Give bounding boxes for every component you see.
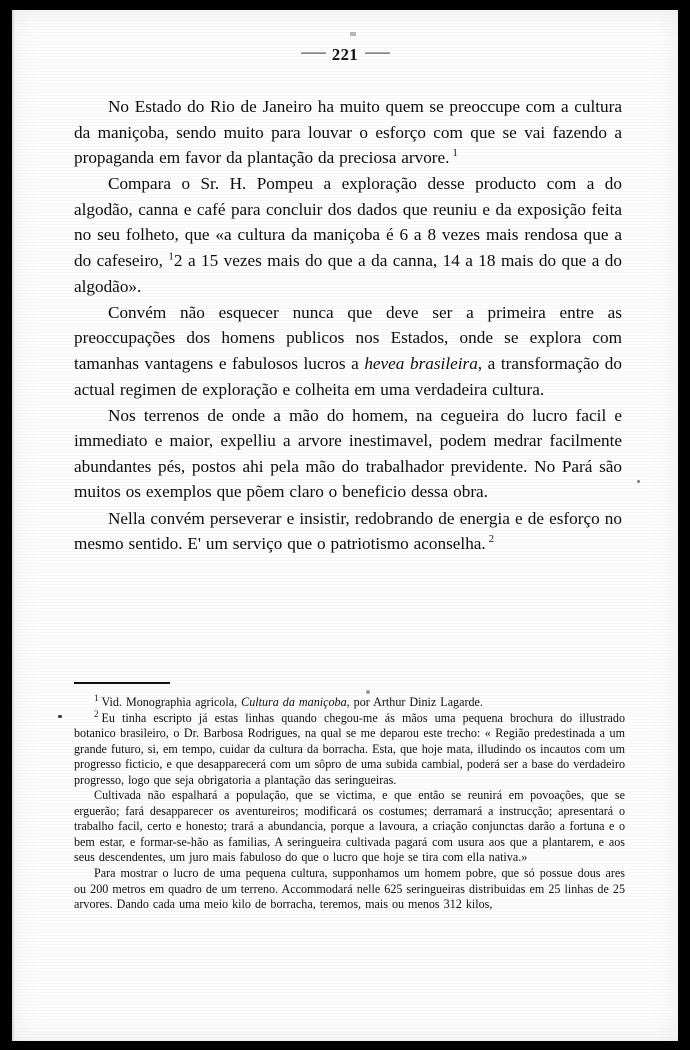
footnote-2-cont-2-text: Para mostrar o lucro de uma pequena cultura, supponhamos um homem pobre, que só possue dous ares ou 200 metros em quadro de um terreno. Accommodará nelle 625 seringueiras distribuidas em 25 linhas de 25 arvores. Dando cada uma meio kilo de borracha, teremos, mais ou menos 312 kilos, — [74, 866, 625, 912]
footnote-separator — [74, 682, 170, 684]
body-text — [74, 94, 622, 557]
paragraph-5-text: Nella convém perseverar e insistir, redobrando de energia e de esforço no mesmo sentido. E' um serviço que o patriotismo aconselha. — [74, 508, 622, 554]
paragraph-2-raised-digit: 1 — [168, 250, 174, 263]
paragraph-3-text-a: Convém não esquecer nunca que deve ser a primeira entre as preoccupações dos homens publicos nos Estados, onde se explora com tamanhas vantagens e fabulosos lucros a — [74, 302, 622, 373]
paragraph-2-text-a: Compara o Sr. H. Pompeu a exploração desse producto com a do algodão, canna e café para concluir dos dados que reuniu e da exposição feita no seu folheto, que «a cultura da maniçoba é 6 a 8 vezes mais rendosa que a do cafeseiro, — [74, 174, 622, 271]
folio-dash-left: — — [301, 42, 325, 61]
paragraph-3-text-b: , a transformação do actual regimen de exploração e colheita em uma verdadeira cultura. — [74, 353, 622, 399]
paragraph-2 — [74, 171, 622, 299]
paragraph-2-text-b: 2 a 15 vezes mais do que a da canna, 14 a 18 mais do que a do algodão». — [74, 251, 622, 296]
footnotes-block — [74, 692, 625, 913]
paragraph-4 — [74, 403, 622, 505]
footnote-2-continuation-1 — [74, 788, 625, 866]
paragraph-3 — [74, 300, 622, 402]
footnote-1 — [74, 692, 625, 711]
footnote-2-text: Eu tinha escripto já estas linhas quando chegou-me ás mãos uma pequena brochura do illustrado botanico brasileiro, o Dr. Barbosa Rodrigues, na qual se me deparou este trecho: « Região predestinada a um grande futuro, si, em tempo, cuidar da cultura da borracha. Esta, que hoje mata, illudindo os incautos com um progresso ficticio, e que desapparecerá com um sôpro de uma subida cambial, poderá ser a base do verdadeiro progresso, logo que seja obrigatoria a plantação das seringueiras. — [74, 710, 625, 787]
page-number-header — [12, 42, 678, 65]
page-number: 221 — [331, 45, 359, 64]
scan-speck — [58, 715, 62, 718]
scan-speck — [637, 480, 640, 483]
page-content — [12, 10, 678, 1041]
paragraph-4-text: Nos terrenos de onde a mão do homem, na cegueira do lucro facil e immediato e maior, expelliu a arvore inestimavel, podem medrar facilmente abundantes pés, postos ahi pela mão do trabalhador previdente. No Pará são muitos os exemplos que põem claro o beneficio dessa obra. — [74, 405, 622, 502]
paragraph-5 — [74, 506, 622, 557]
footnote-2-marker: 2 — [94, 708, 99, 719]
footnote-2 — [74, 708, 625, 789]
footnote-2-cont-1-text: Cultivada não espalhará a população, que se victima, e que então se reunirá em povoações, que se erguerão; fará desapparecer os aventureiros; modificará os costumes; derramará a instrucção; apresentará o trabalho facil, certo e honesto; trará a abundancia, porque a lavoura, a criação conjunctas darão a fortuna e o bem estar, e formar-se-hão as familias, A seringueira cultivada pagará com usura aos que a plantarem, e aos seus descendentes, um juro mais fabuloso do que o lucro que hoje se tira com ella nativa.» — [74, 788, 625, 865]
folio-dash-right: — — [365, 42, 389, 61]
footnote-2-continuation-2 — [74, 866, 625, 913]
scan-speck — [366, 690, 370, 694]
scan-speck — [350, 32, 356, 36]
paragraph-3-italic-species: hevea brasileira — [364, 353, 478, 373]
document-page — [12, 10, 678, 1041]
footnote-1-text-a: Vid. Monographia agricola, — [101, 695, 242, 709]
footnote-ref-1[interactable]: 1 — [452, 148, 458, 160]
paragraph-1 — [74, 94, 622, 171]
footnote-1-italic-title: Cultura da maniçoba — [241, 695, 347, 709]
footnote-1-marker: 1 — [94, 692, 99, 703]
footnote-1-text-b: , por Arthur Diniz Lagarde. — [346, 695, 483, 709]
footnote-ref-2[interactable]: 2 — [488, 534, 494, 546]
paragraph-1-text: No Estado do Rio de Janeiro ha muito quem se preoccupe com a cultura da maniçoba, sendo muito para louvar o esforço com que se vai fazendo a propaganda em favor da plantação da preciosa arvore. — [74, 97, 622, 168]
